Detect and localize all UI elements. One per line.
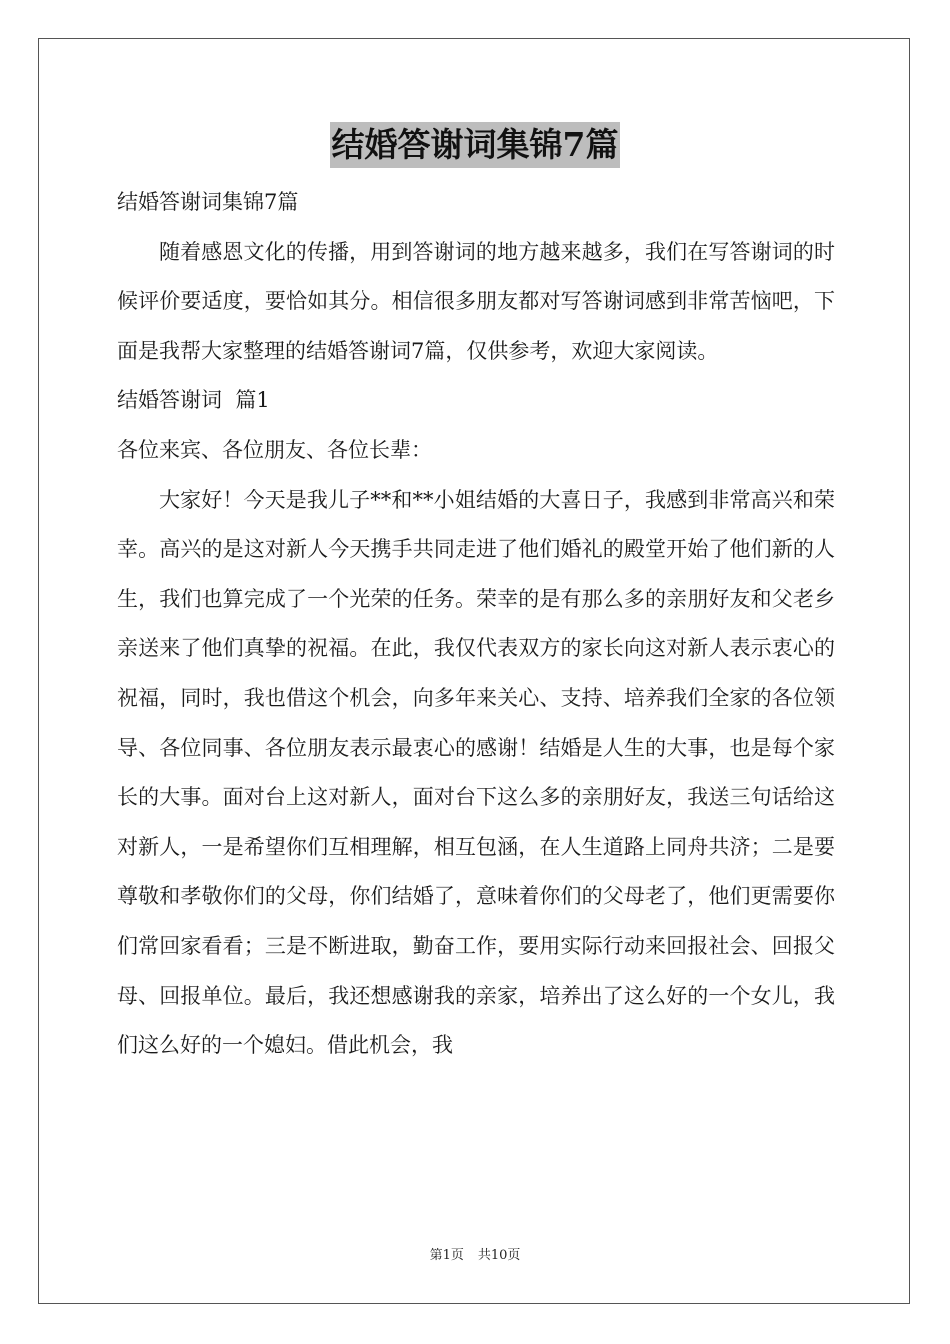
document-subtitle: 结婚答谢词集锦7篇: [117, 190, 299, 214]
title-container: [0, 122, 950, 168]
salutation: 各位来宾、各位朋友、各位长辈：: [117, 437, 432, 462]
intro-paragraph: 随着感恩文化的传播，用到答谢词的地方越来越多，我们在写答谢词的时候评价要适度，要恰如其分。相信很多朋友都对写答谢词感到非常苦恼吧，下面是我帮大家整理的结婚答谢词7篇，仅供参考，欢迎大家阅读。: [117, 239, 835, 363]
page-footer: [0, 1247, 950, 1265]
section-heading: 结婚答谢词 篇1: [117, 388, 270, 413]
document-title: 结婚答谢词集锦7篇: [330, 122, 621, 168]
body-paragraph: 大家好！今天是我儿子**和**小姐结婚的大喜日子，我感到非常高兴和荣幸。高兴的是这对新人今天携手共同走进了他们婚礼的殿堂开始了他们新的人生，我们也算完成了一个光荣的任务。荣幸的是有那么多的亲朋好友和父老乡亲送来了他们真挚的祝福。在此，我仅代表双方的家长向这对新人表示衷心的祝福，同时，我也借这个机会，向多年来关心、支持、培养我们全家的各位领导、各位同事、各位朋友表示最衷心的感谢！结婚是人生的大事，也是每个家长的大事。面对台上这对新人，面对台下这么多的亲朋好友，我送三句话给这对新人，一是希望你们互相理解，相互包涵，在人生道路上同舟共济；二是要尊敬和孝敬你们的父母，你们结婚了，意味着你们的父母老了，他们更需要你们常回家看看；三是不断进取，勤奋工作，要用实际行动来回报社会、回报父母、回报单位。最后，我还想感谢我的亲家，培养出了这么好的一个女儿，我们这么好的一个媳妇。借此机会，我: [117, 487, 835, 1058]
page-total: 共10页: [477, 1248, 521, 1263]
document-body: [117, 178, 835, 1071]
page-number: 第1页: [429, 1248, 464, 1263]
